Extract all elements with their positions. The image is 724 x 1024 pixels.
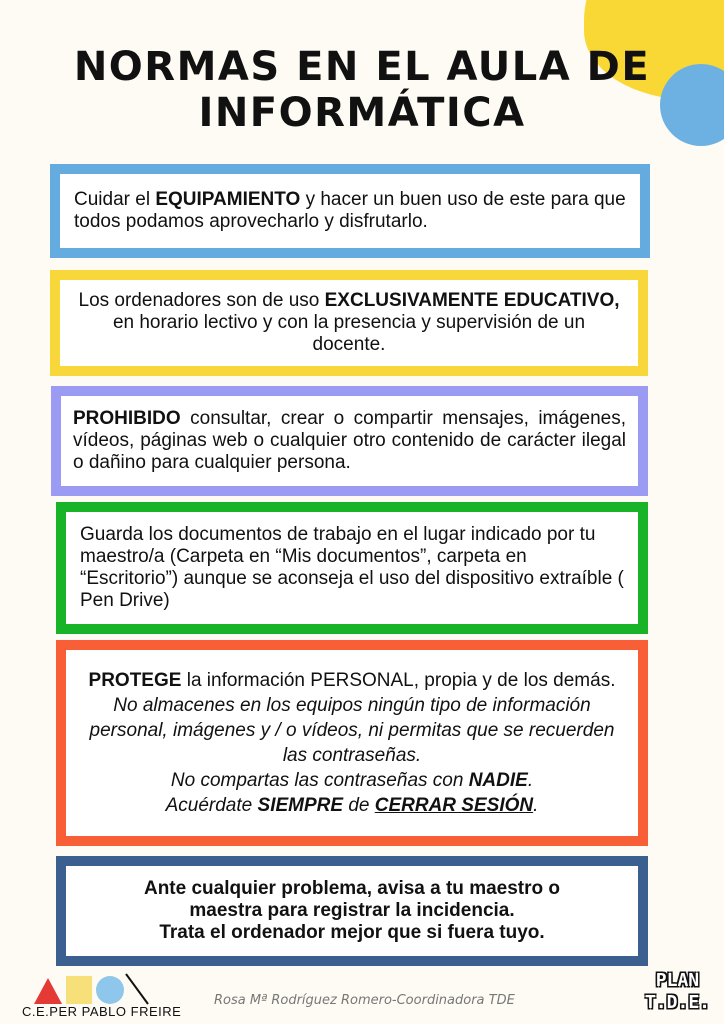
title-line-2: INFORMÁTICA bbox=[198, 90, 526, 136]
rule-italic-text bbox=[171, 770, 533, 791]
rule-italic-text bbox=[166, 795, 539, 816]
footer-credit: Rosa Mª Rodríguez Romero-Coordinadora TDE bbox=[214, 993, 515, 1008]
school-logo-icon bbox=[30, 970, 160, 1006]
rule-text-part: y hacer un buen uso de este para que todos podamos aprovecharlo y disfrutarlo. bbox=[74, 189, 626, 232]
page-title bbox=[20, 44, 704, 136]
plan-line-1: PLAN bbox=[655, 970, 700, 991]
rule-text-part: . bbox=[533, 795, 539, 816]
rule-text bbox=[78, 290, 620, 356]
rule-text-part: Los ordenadores son de uso bbox=[78, 290, 325, 311]
rule-emphasis: SIEMPRE bbox=[257, 795, 344, 816]
rule-text-part: en horario lectivo y con la presencia y supervisión de un docente. bbox=[112, 312, 586, 355]
rule-emphasis: PROTEGE bbox=[88, 670, 182, 691]
rule-emphasis-underlined: CERRAR SESIÓN bbox=[374, 795, 534, 816]
rule-text-part: Acuérdate bbox=[165, 795, 258, 816]
plan-line-2: T.D.E. bbox=[644, 992, 710, 1013]
rule-emphasis: EQUIPAMIENTO bbox=[155, 189, 301, 210]
rule-box-report-problem bbox=[56, 856, 648, 966]
rule-text-part: Cuidar el bbox=[74, 189, 156, 210]
rule-text bbox=[78, 668, 626, 818]
rule-box-prohibited bbox=[51, 386, 648, 496]
rule-text-part: . bbox=[527, 770, 534, 791]
rule-box-protect-information bbox=[56, 640, 648, 846]
rule-emphasis: NADIE bbox=[468, 770, 528, 791]
rule-box-save-documents bbox=[56, 502, 648, 634]
school-name: C.E.PER PABLO FREIRE bbox=[22, 1004, 182, 1019]
rule-box-equipment bbox=[50, 164, 650, 258]
rule-text-part: consultar, crear o compartir mensajes, imágenes, vídeos, páginas web o cualquier otro contenido de carácter ilegal o dañino para cualquier persona. bbox=[73, 408, 626, 473]
rule-line: maestra para registrar la incidencia. bbox=[189, 900, 515, 921]
rule-text-part: la información PERSONAL, propia y de los demás. bbox=[181, 670, 616, 691]
rule-text: Guarda los documentos de trabajo en el lugar indicado por tu maestro/a (Carpeta en “Mis documentos”, carpeta en “Escritorio”) aunque se aconseja el uso del dispositivo extraíble ( Pen Drive) bbox=[80, 524, 624, 611]
title-line-1: NORMAS EN EL AULA DE bbox=[73, 44, 651, 90]
rule-line: Trata el ordenador mejor que si fuera tuyo. bbox=[159, 922, 545, 943]
plan-tde-logo bbox=[645, 970, 710, 1014]
rule-emphasis: PROHIBIDO bbox=[73, 408, 181, 429]
rule-text-part: No compartas las contraseñas con bbox=[170, 770, 469, 791]
rule-box-educational-use bbox=[50, 270, 648, 376]
rule-text-part: de bbox=[343, 795, 375, 816]
rule-italic-text: No almacenes en los equipos ningún tipo de información personal, imágenes y / o vídeos, ni permitas que se recuerden las contraseñas. bbox=[89, 695, 615, 766]
rule-text bbox=[74, 189, 626, 233]
rule-text bbox=[73, 408, 626, 474]
rule-line: Ante cualquier problema, avisa a tu maestro o bbox=[143, 878, 560, 899]
rule-emphasis: EXCLUSIVAMENTE EDUCATIVO, bbox=[324, 290, 620, 311]
rule-text bbox=[82, 878, 622, 944]
